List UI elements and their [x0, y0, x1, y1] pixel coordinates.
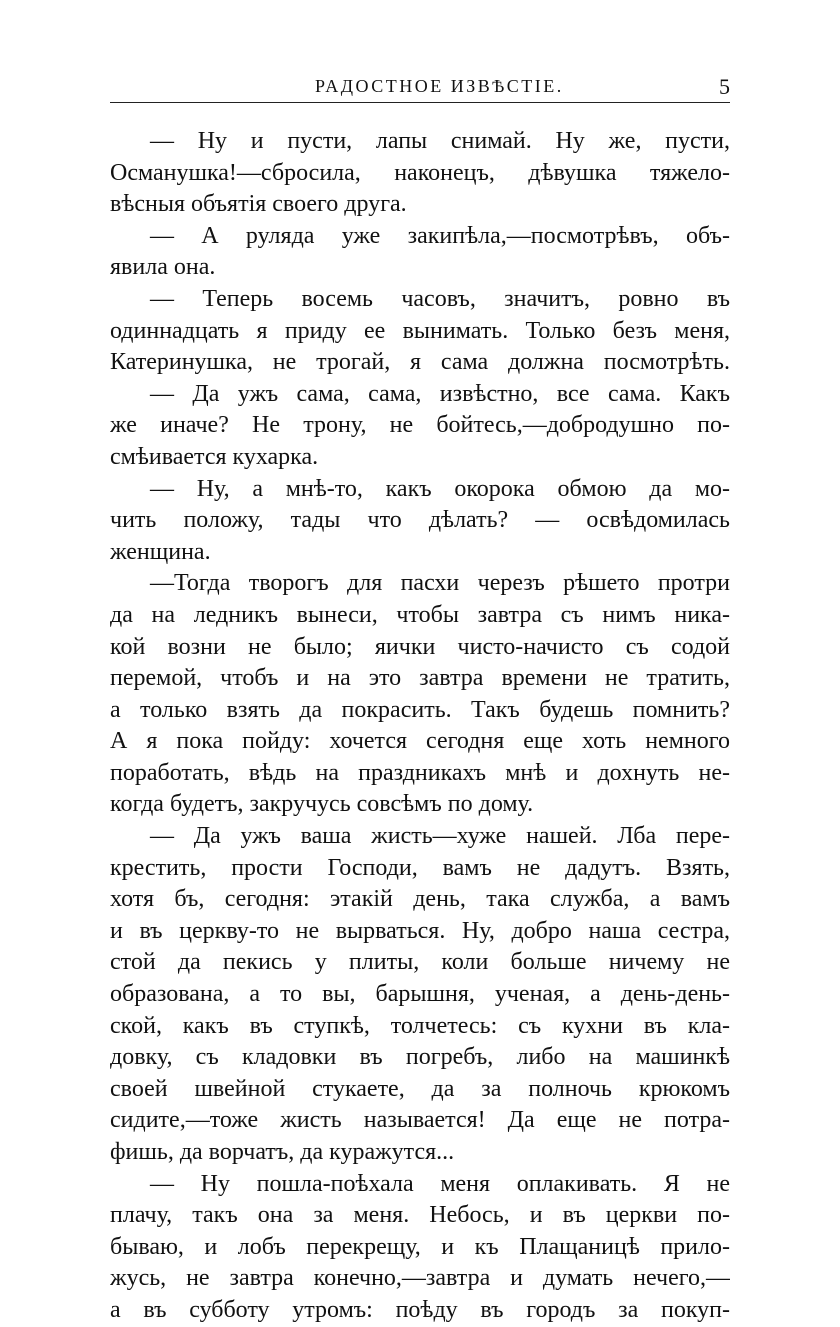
text-line: когда будетъ, закручусь совсѣмъ по дому. [110, 791, 534, 818]
text-line: же иначе? Не трону, не бойтесь,—добродушно по- [110, 412, 730, 439]
text-line: — Ну пошла-поѣхала меня оплакивать. Я не [150, 1170, 730, 1197]
text-line: ской, какъ въ ступкѣ, толчетесь: съ кухни въ кла- [110, 1012, 730, 1039]
text-line: довку, съ кладовки въ погребъ, либо на машинкѣ [110, 1044, 730, 1071]
text-line: — Ну, а мнѣ-то, какъ окорока обмою да мо- [150, 475, 730, 502]
page-header [110, 74, 730, 104]
text-line: Катеринушка, не трогай, я сама должна посмотрѣть. [110, 349, 730, 376]
text-line: — Да ужъ ваша жисть—хуже нашей. Лба пере- [150, 823, 730, 850]
text-line: женщина. [110, 538, 211, 565]
text-line: — А руляда уже закипѣла,—посмотрѣвъ, объ- [150, 222, 730, 249]
text-line: смѣивается кухарка. [110, 443, 319, 470]
text-line: поработать, вѣдь на праздникахъ мнѣ и дохнуть не- [110, 759, 730, 786]
text-line: перемой, чтобъ и на это завтра времени не тратить, [110, 665, 730, 692]
text-line: — Ну и пусти, лапы снимай. Ну же, пусти, [150, 128, 730, 154]
text-line: — Теперь восемь часовъ, значитъ, ровно въ [150, 285, 730, 312]
text-line: жусь, не завтра конечно,—завтра и думать нечего,— [110, 1265, 730, 1292]
text-line: Османушка!—сбросила, наконецъ, дѣвушка тяжело- [110, 159, 730, 186]
text-line: А я пока пойду: хочется сегодня еще хоть немного [110, 728, 730, 755]
text-line: фишь, да ворчатъ, да куражутся... [110, 1139, 455, 1165]
text-line: сидите,—тоже жисть называется! Да еще не потра- [110, 1107, 730, 1134]
page-number: 5 [719, 74, 730, 99]
running-title: РАДОСТНОЕ ИЗВѢСТIЕ. [315, 76, 564, 96]
header-rule [110, 102, 730, 103]
text-line: и въ церкву-то не вырваться. Ну, добро наша сестра, [110, 917, 730, 944]
text-line: а въ субботу утромъ: поѣду въ городъ за покуп- [110, 1296, 730, 1323]
text-line: образована, а то вы, барышня, ученая, а день-день- [110, 981, 730, 1008]
text-line: явила она. [110, 254, 216, 281]
text-line: одиннадцать я приду ее вынимать. Только безъ меня, [110, 317, 730, 344]
text-line: а только взять да покрасить. Такъ будешь помнить? [110, 696, 730, 723]
text-line: бываю, и лобъ перекрещу, и къ Плащаницѣ прило- [110, 1233, 730, 1260]
text-line: крестить, прости Господи, вамъ не дадутъ. Взять, [110, 854, 730, 881]
text-line: чить положу, тады что дѣлать? — освѣдомилась [110, 507, 730, 534]
body-text [110, 126, 730, 1327]
text-line: хотя бъ, сегодня: этакiй день, така служба, а вамъ [110, 886, 730, 913]
text-line: плачу, такъ она за меня. Небось, и въ церкви по- [110, 1202, 730, 1229]
text-line: вѣсныя объятiя своего друга. [110, 191, 407, 218]
text-line: —Тогда творогъ для пасхи черезъ рѣшето протри [150, 570, 730, 597]
text-line: — Да ужъ сама, сама, извѣстно, все сама. Какъ [150, 380, 730, 407]
text-line: да на ледникъ вынеси, чтобы завтра съ нимъ ника- [110, 601, 730, 628]
text-line: кой возни не было; яички чисто-начисто съ содой [110, 633, 730, 660]
text-line: своей швейной стукаете, да за полночь крюкомъ [110, 1075, 730, 1102]
text-line: стой да пекись у плиты, коли больше ничему не [110, 949, 730, 976]
